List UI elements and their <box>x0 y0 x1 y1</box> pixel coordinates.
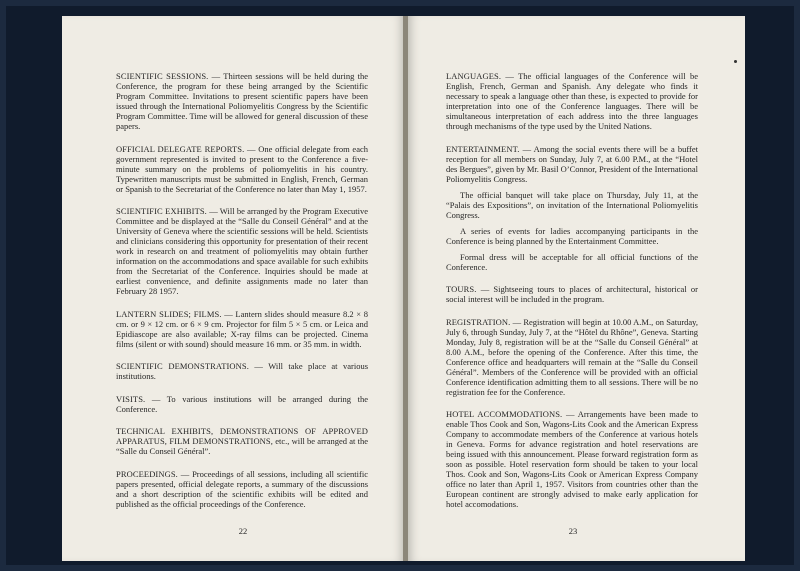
section-scientific-sessions <box>116 71 368 131</box>
right-text-column <box>446 71 698 522</box>
section-tours <box>446 284 698 304</box>
page-number: 23 <box>568 526 578 536</box>
section-heading: ENTERTAINMENT. <box>446 143 520 154</box>
section-body: — Thirteen sessions will be held during the Conference, the program for these being arranged by the Scientific Program Committee. Invitations to present scientific papers have been issued through the International Poliomyelitis Congress by the Scientific Program Committee. Time will be allowed for general discussion of these papers. <box>116 71 368 131</box>
section-body: etc., will be arranged at the “Salle du Conseil Général”. <box>116 436 368 456</box>
section-body: — Sightseeing tours to places of architectural, historical or social interest will be included in the program. <box>446 284 699 304</box>
section-heading: PROCEEDINGS. <box>116 468 178 479</box>
book-spread <box>6 6 794 565</box>
section-body: A series of events for ladies accompanying participants in the Conference is being planned by the Entertainment Committee. <box>446 225 698 246</box>
section-heading: HOTEL ACCOMMODATIONS. <box>446 409 563 419</box>
section-registration <box>446 317 698 397</box>
section-body: — Arrangements have been made to enable Thos Cook and Son, Wagons-Lits Cook and the American Express Company to accommodate members of the Conference at various hotels in Geneva. Forms for advance registration and hotel reservations are being issued with this announcement. Please forward registration form as soon as possible. Hotel reservation form should be taken to your local Thos. Cook and Son, Wagons-Lits Cook or American Express Company office no later than April 1, 1957. Visitors from countries other than the European continent are strongly advised to make early application for hotel accomodations. <box>446 409 698 509</box>
section-heading: REGISTRATION. <box>446 316 511 327</box>
section-hotel-accommodations <box>446 409 698 509</box>
right-page <box>408 16 745 561</box>
section-body: — Registration will begin at 10.00 A.M., on Saturday, July 6, through Sunday, July 7, at the “Hôtel du Rhône”, Geneva. Starting Monday, July 8, registration will be at the “Salle du Conseil Général” at 8.00 A.M., before the opening of the Conference. After this time, the Conference office and headquarters will remain at the “Salle du Conseil Général”. Members of the Conference will be provided with an official Conference identification admitting them to all sessions. There will be no registration fee for the Conference. <box>446 316 698 397</box>
section-technical-exhibits <box>116 426 368 456</box>
page-number: 22 <box>238 526 248 536</box>
left-page <box>62 16 404 561</box>
section-body: — Proceedings of all sessions, including all scientific papers presented, official delegate reports, a summary of the discussions and a short description of the scientific exhibits will be edited and published as the official proceedings of the Conference. <box>116 468 368 509</box>
section-body: Formal dress will be acceptable for all official functions of the Conference. <box>446 251 698 272</box>
left-text-column <box>116 71 368 521</box>
section-official-delegate-reports <box>116 144 368 194</box>
section-body: — Will be arranged by the Program Executive Committee and be displayed at the “Salle du Conseil Général” and at the University of Geneva where the scientific sessions will be held. Scientists and clinicians considering this opportunity for presentation of their recent work in research on and treatment of poliomyelitis may obtain further information on the accommodations and space available for such exhibits from the Secretariat of the Conference. Inquiries should be made at earliest convenience, and definite assignments made no later than February 28 1957. <box>116 206 369 296</box>
section-body: — Will take place at various institutions. <box>116 361 369 381</box>
section-languages <box>446 71 698 131</box>
section-body: — One official delegate from each government represented is invited to present to the Conference a five-minute summary on the problems of poliomyelitis in his country. Typewritten manuscripts must be submitted in English, French, German or Spanish to the Secretariat of the Conference no later than May 1, 1957. <box>116 143 368 194</box>
section-body: The official banquet will take place on Thursday, July 11, at the “Palais des Expositions”, on invitation of the International Poliomyelitis Congress. <box>446 189 698 220</box>
section-heading: OFFICIAL DELEGATE REPORTS. <box>116 143 245 154</box>
section-heading: SCIENTIFIC SESSIONS. <box>116 71 209 81</box>
edge-mark <box>734 60 737 63</box>
section-scientific-exhibits <box>116 206 368 296</box>
section-heading: LANTERN SLIDES; FILMS. <box>116 308 222 319</box>
section-proceedings <box>116 469 368 509</box>
section-heading: LANGUAGES. <box>446 71 502 81</box>
section-scientific-demonstrations <box>116 361 368 381</box>
section-entertainment <box>446 144 698 272</box>
section-body: — The official languages of the Conference will be English, French, German and Spanish. Any delegate who finds it necessary to speak a language other than these, is expected to provide for interpretation into one of the Conference languages. There will be simultaneous interpretation of each address into the three languages through mechanisms of the type used by the United Nations. <box>446 71 698 131</box>
section-body: — To various institutions will be arranged during the Conference. <box>116 393 368 414</box>
section-heading: VISITS. <box>116 393 146 404</box>
section-visits <box>116 394 368 414</box>
section-heading: TOURS. <box>446 284 477 294</box>
section-body: — Among the social events there will be a buffet reception for all members on Sunday, July 7, at 6.00 P.M., at the “Hotel des Bergues”, given by Mr. Basil O’Connor, President of the International Poliomyelitis Congress. <box>446 143 698 184</box>
section-heading: SCIENTIFIC EXHIBITS. <box>116 206 207 216</box>
section-lantern-slides <box>116 309 368 349</box>
section-heading: TECHNICAL EXHIBITS, DEMONSTRATIONS OF APPROVED APPARATUS, FILM DEMONSTRATIONS, <box>116 426 368 446</box>
section-body: — Lantern slides should measure 8.2 × 8 cm. or 9 × 12 cm. or 6 × 9 cm. Projector for film 5 × 5 cm. or Leica and Epidiascope are also available; X-ray films can be projected. Cinema films (silent or with sound) should measure 16 mm. or 35 mm. in width. <box>116 308 368 349</box>
section-heading: SCIENTIFIC DEMONSTRATIONS. <box>116 361 249 371</box>
